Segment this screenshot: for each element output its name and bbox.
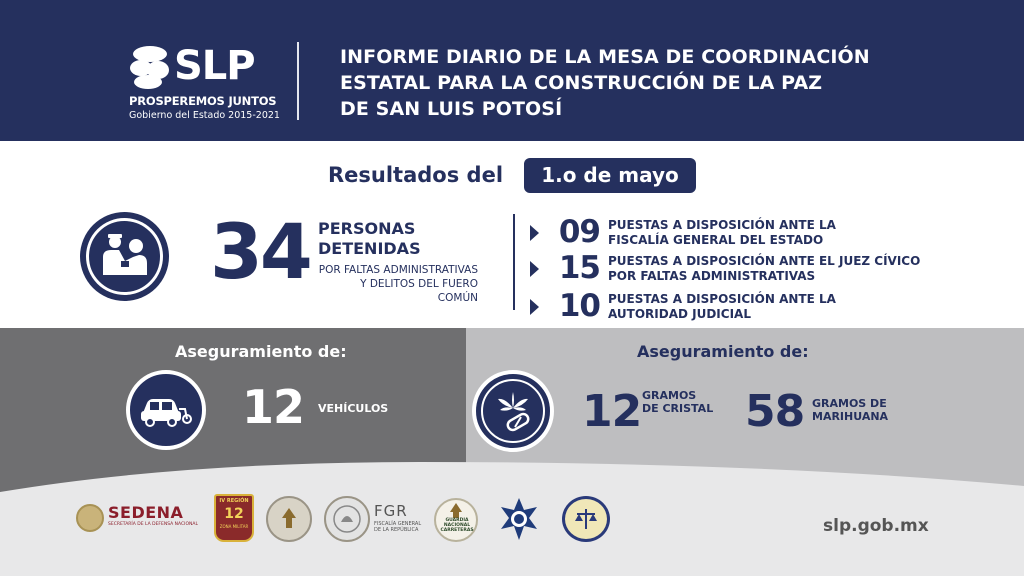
disposition-count: 09 [558, 214, 600, 250]
fgr-subtitle [374, 521, 421, 533]
judicial-power-seal-icon [562, 496, 610, 542]
marihuana-count: 58 [745, 386, 805, 437]
vehicles-label: VEHÍCULOS [318, 402, 389, 415]
detainees-subtitle-line-1: POR FALTAS ADMINISTRATIVAS [318, 264, 478, 276]
national-guard-eagle-seal-icon [266, 496, 312, 542]
sedena-seal-icon [76, 504, 104, 532]
slp-logo [128, 40, 280, 125]
fgr-wordmark: FGR [374, 502, 408, 520]
disposition-row [528, 290, 948, 326]
cristal-label-line-2: DE CRISTAL [642, 402, 714, 415]
title-line-2: ESTATAL PARA LA CONSTRUCCIÓN DE LA PAZ [340, 72, 823, 94]
detainees-count: 34 [210, 207, 310, 296]
vehicle-seizure-label: Aseguramiento de: [175, 342, 347, 361]
arrow-right-icon [530, 261, 539, 277]
region-bottom-label: ZONA MILITAR [219, 524, 249, 529]
guardia-line-1: GUARDIA [445, 518, 469, 523]
disposition-text [608, 254, 938, 284]
fgr-subtitle-line-2: DE LA REPÚBLICA [374, 527, 419, 533]
disposition-row [528, 216, 948, 252]
arrow-right-icon [530, 225, 539, 241]
header-banner [0, 0, 1024, 141]
title-line-3: DE SAN LUIS POTOSÍ [340, 98, 563, 120]
detainees-title-line-2: DETENIDAS [318, 239, 421, 258]
disposition-line-1: PUESTAS A DISPOSICIÓN ANTE EL JUEZ CÍVICO [608, 254, 921, 268]
detainees-title [318, 219, 421, 259]
guardia-line-2: NACIONAL [443, 523, 471, 528]
disposition-line-2: POR FALTAS ADMINISTRATIVAS [608, 269, 816, 283]
disposition-count: 10 [558, 288, 600, 324]
disposition-line-2: AUTORIDAD JUDICIAL [608, 307, 751, 321]
logo-government: Gobierno del Estado 2015-2021 [129, 110, 280, 121]
disposition-line-1: PUESTAS A DISPOSICIÓN ANTE LA [608, 218, 836, 232]
arrow-right-icon [530, 299, 539, 315]
marihuana-label-line-2: MARIHUANA [812, 410, 889, 423]
section-divider [513, 214, 515, 310]
disposition-text [608, 292, 938, 322]
mexico-coat-of-arms-seal-icon [324, 496, 370, 542]
sedena-subtitle: SECRETARÍA DE LA DEFENSA NACIONAL [108, 522, 198, 527]
fgr-subtitle-line-1: FISCALÍA GENERAL [374, 521, 422, 527]
cristal-label-line-1: GRAMOS [642, 389, 697, 402]
region-top-label: IV REGIÓN [219, 498, 249, 504]
slp-logo-icon [128, 44, 172, 90]
military-region-shield-icon [214, 494, 254, 542]
guardia-line-3: CARRETERAS [440, 528, 474, 533]
guardia-nacional-text [439, 518, 475, 533]
cristal-count: 12 [582, 386, 642, 437]
header-divider [297, 42, 299, 120]
disposition-row [528, 252, 948, 288]
marihuana-label-line-1: GRAMOS DE [812, 397, 887, 410]
drug-seizure-label: Aseguramiento de: [637, 342, 809, 361]
disposition-count: 15 [558, 250, 600, 286]
region-number: 12 [224, 506, 244, 522]
sedena-wordmark: SEDENA [108, 503, 184, 522]
logo-tagline: PROSPEREMOS JUNTOS [129, 94, 277, 108]
disposition-line-2: FISCALÍA GENERAL DEL ESTADO [608, 233, 824, 247]
results-label: Resultados del [328, 163, 504, 187]
logo-wordmark: SLP [174, 43, 255, 89]
detainees-subtitle-line-2: Y DELITOS DEL FUERO COMÚN [360, 278, 478, 304]
title-line-1: INFORME DIARIO DE LA MESA DE COORDINACIÓN [340, 46, 870, 68]
website-link[interactable]: slp.gob.mx [823, 516, 929, 536]
date-badge: 1.o de mayo [524, 158, 696, 193]
page-title [340, 44, 980, 122]
detainees-title-line-1: PERSONAS [318, 219, 416, 238]
car-motorcycle-icon [126, 370, 206, 450]
cristal-label [642, 389, 713, 415]
disposition-line-1: PUESTAS A DISPOSICIÓN ANTE LA [608, 292, 836, 306]
detainees-subtitle [318, 263, 478, 305]
police-star-badge-icon [496, 496, 542, 542]
detained-person-icon [80, 212, 169, 301]
disposition-text [608, 218, 938, 248]
partner-logos [72, 494, 632, 544]
marihuana-label [812, 397, 888, 423]
vehicles-count: 12 [242, 380, 305, 434]
